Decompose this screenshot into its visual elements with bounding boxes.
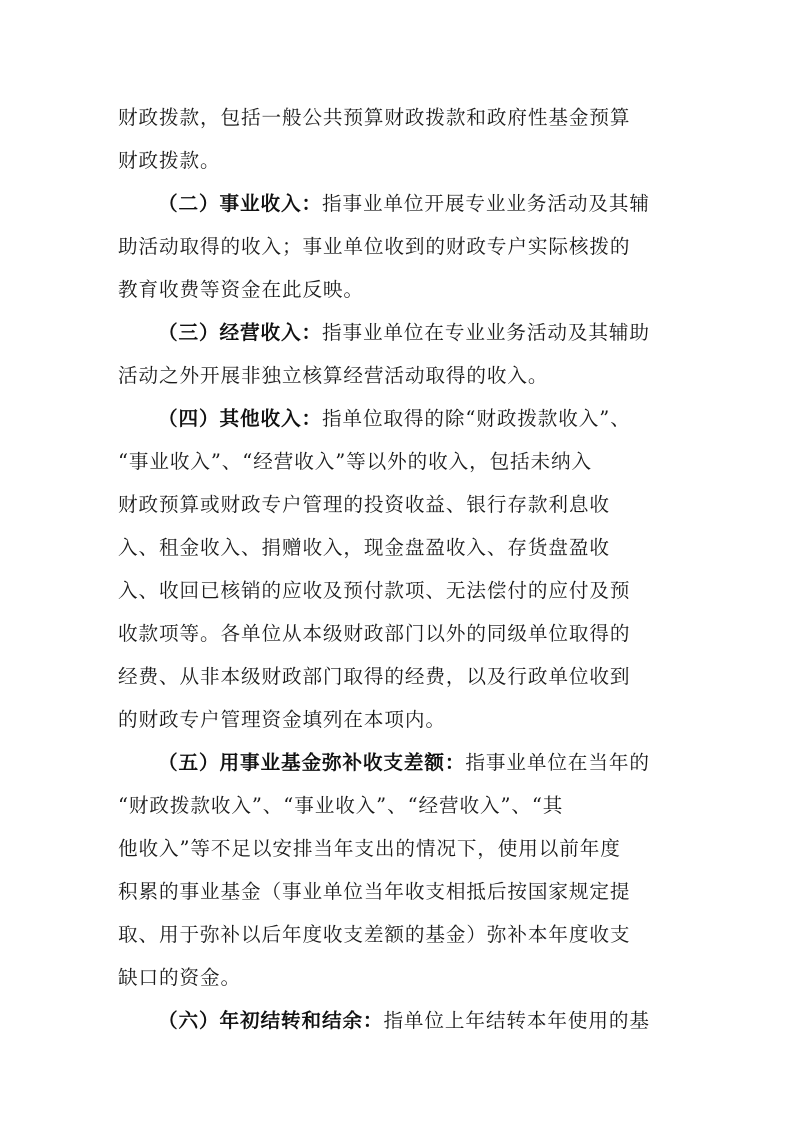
- item-5-line-2: “财政拨款收入”、“事业收入”、“经营收入”、“其: [118, 794, 564, 817]
- item-3-line-2: 活动之外开展非独立核算经营活动取得的收入。: [118, 364, 549, 387]
- item-6-text: 指单位上年结转本年使用的基: [383, 1009, 650, 1032]
- item-4-line-6: 收款项等。各单位从本级财政部门以外的同级单位取得的: [118, 622, 631, 645]
- item-6-first-line: [118, 999, 658, 1042]
- item-4-line-5: 入、收回已核销的应收及预付款项、无法偿付的应付及预: [118, 579, 631, 602]
- item-4-line-8: 的财政专户管理资金填列在本项内。: [118, 708, 446, 731]
- item-4-line-3: 财政预算或财政专户管理的投资收益、银行存款利息收: [118, 493, 610, 516]
- item-4-first-line: [118, 397, 658, 440]
- item-5-line-5: 取、用于弥补以后年度收支差额的基金）弥补本年度收支: [118, 923, 631, 946]
- item-2-heading: （二）事业收入：: [158, 192, 322, 215]
- item-3-text: 指事业单位在专业业务活动及其辅助: [321, 321, 650, 344]
- item-5-line-6: 缺口的资金。: [118, 966, 241, 989]
- item-2-first-line: [118, 182, 658, 225]
- item-2-line-2: 助活动取得的收入；事业单位收到的财政专户实际核拨的: [118, 235, 631, 258]
- item-2-line-3: 教育收费等资金在此反映。: [118, 278, 364, 301]
- item-4-line-7: 经费、从非本级财政部门取得的经费，以及行政单位收到: [118, 665, 631, 688]
- item-4-text: 指单位取得的除“财政拨款收入”、: [321, 407, 631, 430]
- item-5-line-4: 积累的事业基金（事业单位当年收支相抵后按国家规定提: [118, 880, 631, 903]
- item-5-text: 指事业单位在当年的: [465, 751, 650, 774]
- intro-line-1: 财政拨款，包括一般公共预算财政拨款和政府性基金预算: [118, 106, 631, 129]
- document-body: [118, 96, 658, 1042]
- item-6-heading: （六）年初结转和结余：: [158, 1009, 384, 1032]
- item-3-first-line: [118, 311, 658, 354]
- item-5-line-3: 他收入”等不足以安排当年支出的情况下，使用以前年度: [118, 837, 621, 860]
- item-3-heading: （三）经营收入：: [158, 321, 322, 344]
- item-4-line-2: “事业收入”、“经营收入”等以外的收入，包括未纳入: [118, 450, 593, 473]
- item-5-first-line: [118, 741, 658, 784]
- item-4-line-4: 入、租金收入、捐赠收入，现金盘盈收入、存货盘盈收: [118, 536, 610, 559]
- intro-line-2: 财政拨款。: [118, 149, 221, 172]
- item-4-heading: （四）其他收入：: [158, 407, 322, 430]
- item-5-heading: （五）用事业基金弥补收支差额：: [158, 751, 466, 774]
- item-2-text: 指事业单位开展专业业务活动及其辅: [321, 192, 650, 215]
